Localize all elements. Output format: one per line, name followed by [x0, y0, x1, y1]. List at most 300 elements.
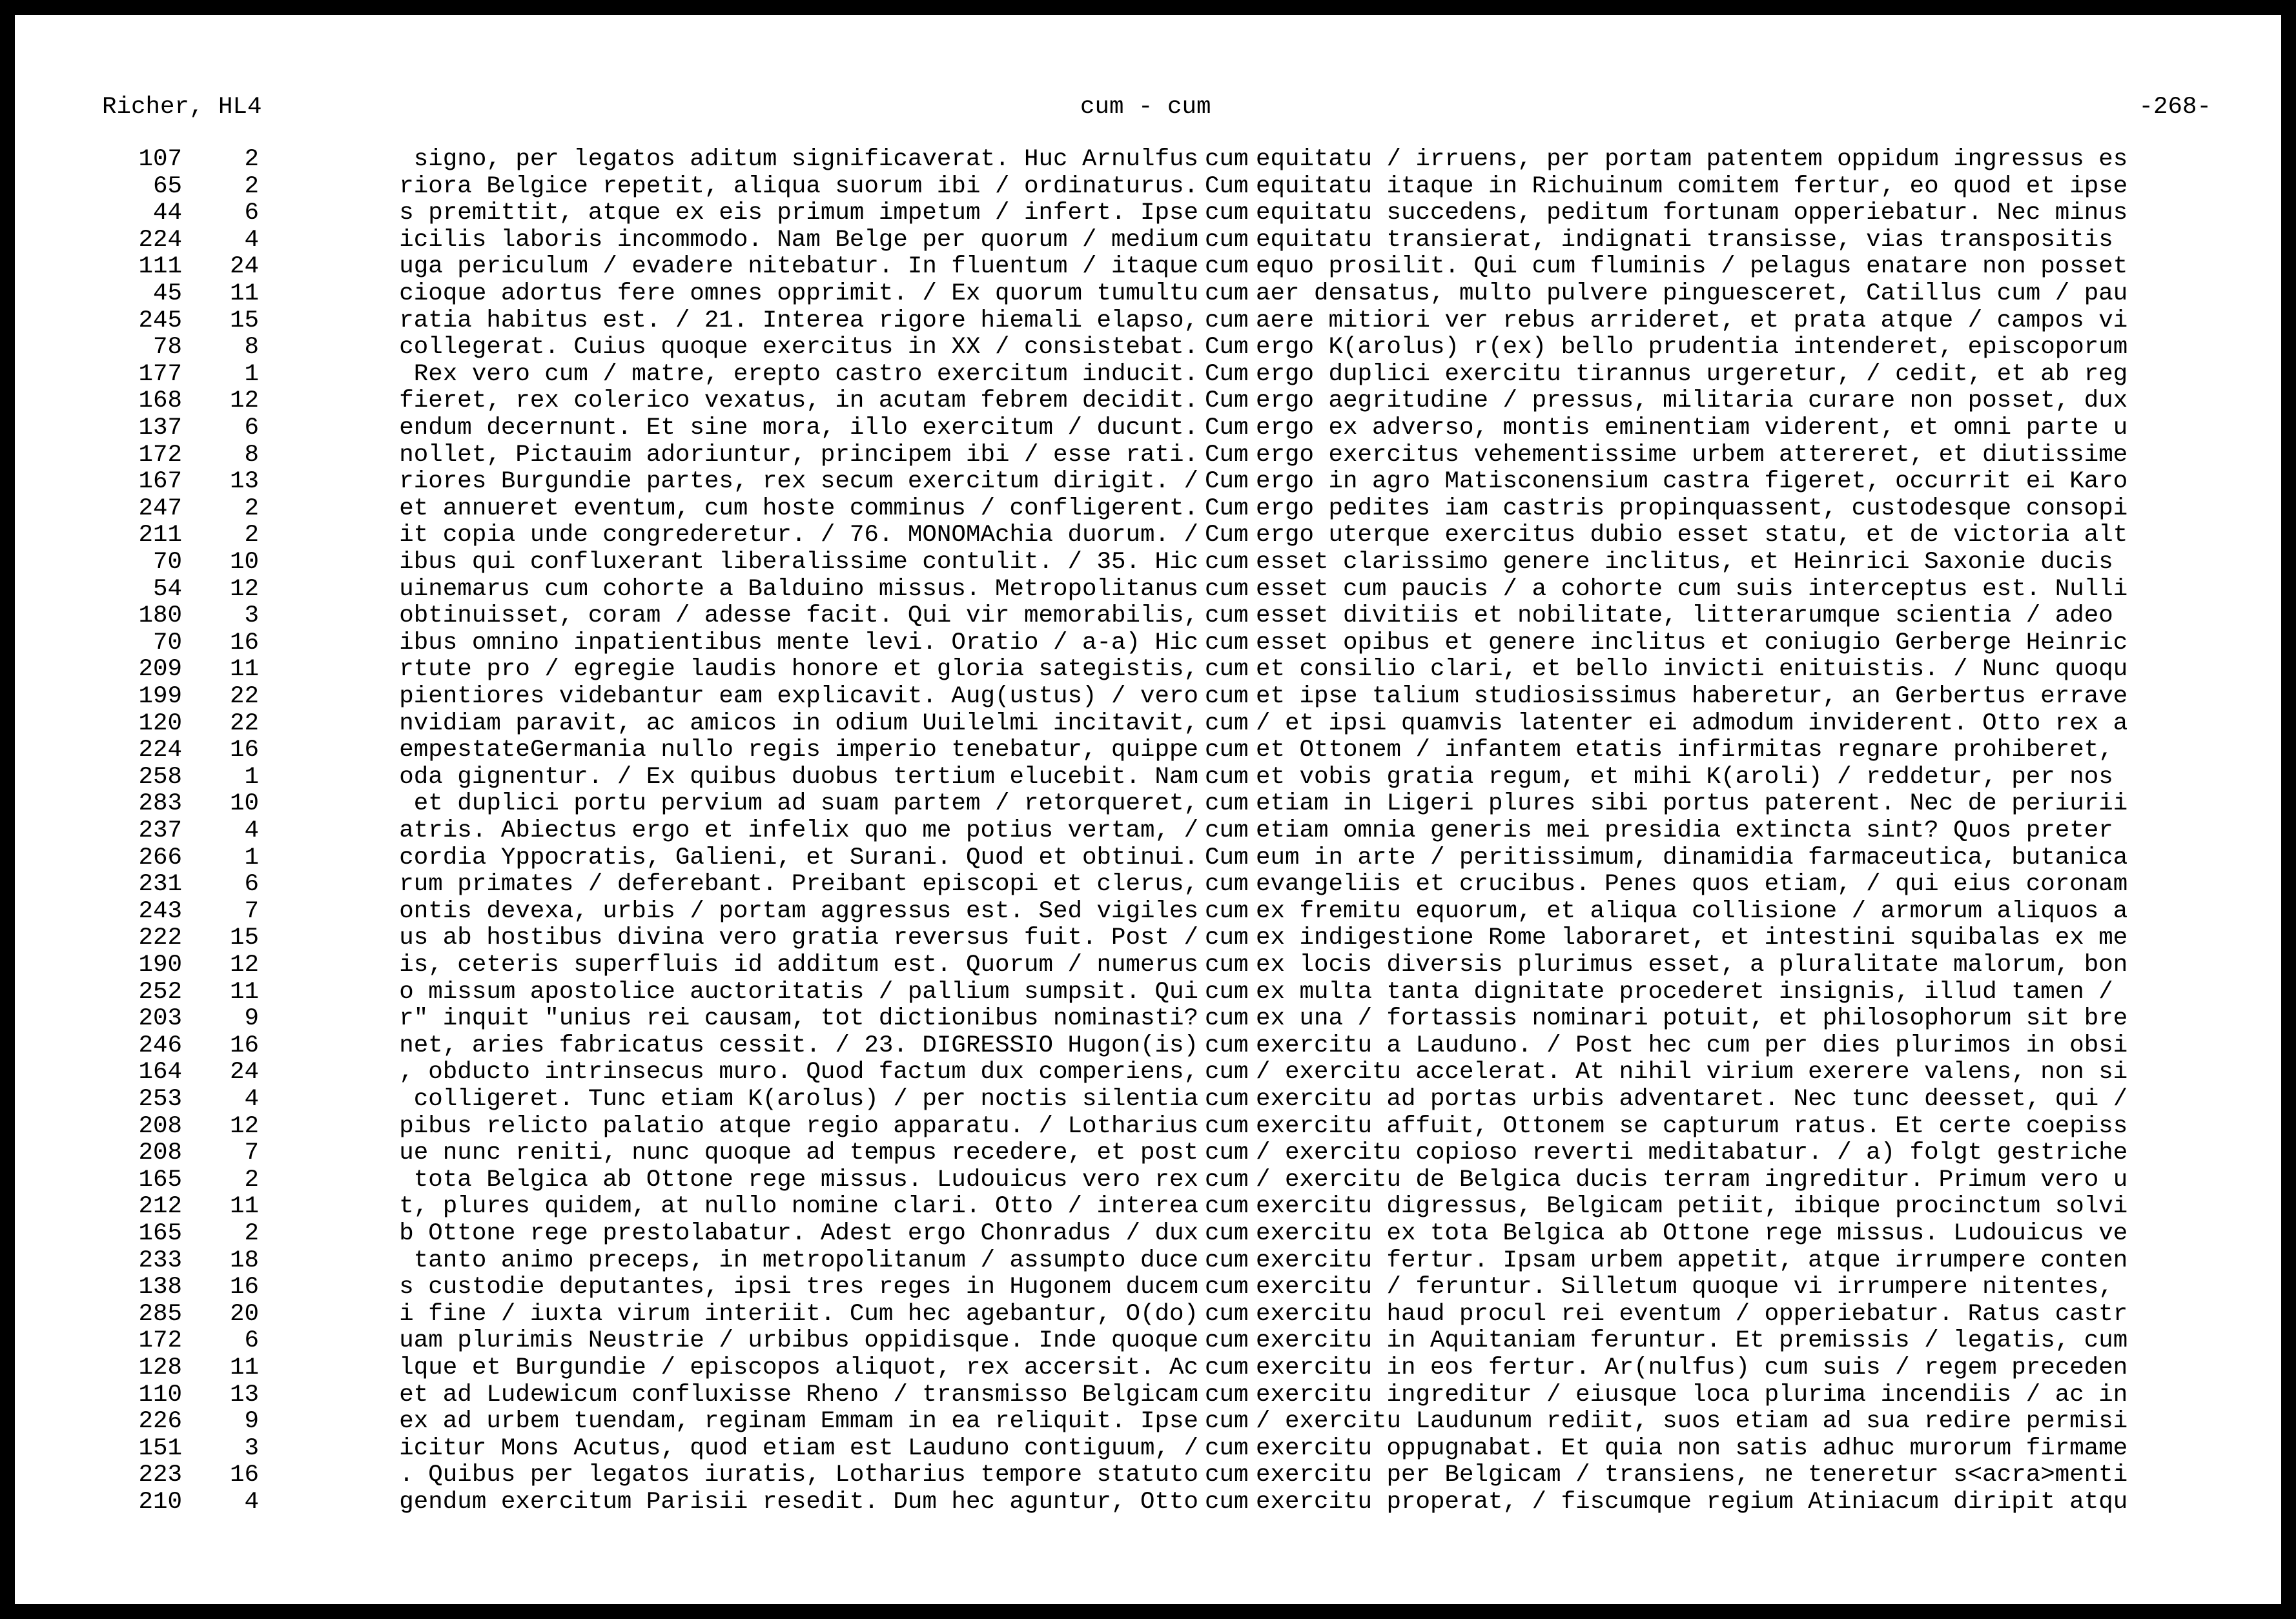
line-ref: 8 [244, 441, 259, 469]
keyword: Cum [1205, 844, 1249, 871]
left-context: ibus omnino inpatientibus mente levi. Oratio / a-a) Hic [399, 629, 1198, 657]
source-title: Richer, HL4 [102, 94, 262, 121]
keyword: cum [1205, 1112, 1249, 1140]
left-context: uga periculum / evadere nitebatur. In fluentum / itaque [399, 253, 1198, 281]
page-ref: 258 [138, 763, 182, 791]
page-ref: 110 [138, 1381, 182, 1409]
line-ref: 9 [244, 1005, 259, 1033]
concordance-row [15, 1032, 2281, 1059]
concordance-row [15, 1274, 2281, 1301]
page-ref: 45 [152, 280, 182, 307]
left-context: riores Burgundie partes, rex secum exercitum dirigit. / [399, 468, 1198, 496]
line-ref: 2 [244, 172, 259, 200]
line-ref: 16 [229, 737, 259, 764]
concordance-row [15, 1489, 2281, 1516]
page-ref: 246 [138, 1032, 182, 1059]
left-context: pientiores videbantur eam explicavit. Aug(ustus) / vero [399, 683, 1198, 710]
keyword: cum [1205, 978, 1249, 1006]
line-ref: 1 [244, 763, 259, 791]
keyword: cum [1205, 683, 1249, 710]
right-context: esset opibus et genere inclitus et coniugio Gerberge Heinric [1256, 629, 2128, 657]
concordance-row [15, 1461, 2281, 1489]
concordance-row [15, 817, 2281, 844]
right-context: ergo in agro Matisconensium castra figeret, occurrit ei Karo [1256, 468, 2128, 496]
concordance-row [15, 1059, 2281, 1086]
right-context: exercitu ingreditur / eiusque loca plurima incendiis / ac in [1256, 1381, 2128, 1409]
right-context: esset clarissimo genere inclitus, et Heinrici Saxonie ducis [1256, 549, 2113, 576]
keyword: cum [1205, 709, 1249, 737]
right-context: equo prosilit. Qui cum fluminis / pelagus enatare non posset [1256, 253, 2128, 281]
right-context: ergo K(arolus) r(ex) bello prudentia intenderet, episcoporum [1256, 334, 2128, 361]
concordance-row [15, 656, 2281, 683]
left-context: obtinuisset, coram / adesse facit. Qui vir memorabilis, [399, 602, 1198, 630]
concordance-row [15, 199, 2281, 227]
page-ref: 283 [138, 790, 182, 818]
left-context: signo, per legatos aditum significaverat. Huc Arnulfus [399, 146, 1198, 173]
concordance-row [15, 387, 2281, 414]
left-context: . Quibus per legatos iuratis, Lotharius tempore statuto [399, 1461, 1198, 1489]
left-context: uinemarus cum cohorte a Balduino missus. Metropolitanus [399, 575, 1198, 603]
page-ref: 211 [138, 522, 182, 549]
concordance-row [15, 898, 2281, 925]
keyword: cum [1205, 1166, 1249, 1194]
concordance-row [15, 764, 2281, 791]
keyword: cum [1205, 897, 1249, 925]
page-ref: 209 [138, 656, 182, 684]
line-ref: 22 [229, 709, 259, 737]
line-ref: 15 [229, 924, 259, 952]
keyword: cum [1205, 1461, 1249, 1489]
page-ref: 167 [138, 468, 182, 496]
concordance-row [15, 602, 2281, 629]
line-ref: 16 [229, 1032, 259, 1059]
page-ref: 128 [138, 1354, 182, 1381]
line-ref: 20 [229, 1300, 259, 1328]
line-ref: 22 [229, 683, 259, 710]
page-ref: 165 [138, 1166, 182, 1194]
left-context: collegerat. Cuius quoque exercitus in XX / consistebat. [399, 334, 1198, 361]
left-context: fieret, rex colerico vexatus, in acutam febrem decidit. [399, 387, 1198, 415]
concordance-page [15, 15, 2281, 1604]
line-ref: 4 [244, 817, 259, 844]
page-ref: 168 [138, 387, 182, 415]
right-context: aer densatus, multo pulvere pinguesceret, Catillus cum / pau [1256, 280, 2128, 307]
keyword: cum [1205, 199, 1249, 227]
page-ref: 245 [138, 307, 182, 334]
line-ref: 9 [244, 1408, 259, 1436]
left-context: t, plures quidem, at nullo nomine clari. Otto / interea [399, 1193, 1198, 1221]
page-ref: 138 [138, 1274, 182, 1301]
concordance-row [15, 1086, 2281, 1113]
keyword: cum [1205, 1059, 1249, 1086]
right-context: exercitu fertur. Ipsam urbem appetit, atque irrumpere conten [1256, 1247, 2128, 1274]
concordance-row [15, 522, 2281, 549]
right-context: exercitu a Lauduno. / Post hec cum per dies plurimos in obsi [1256, 1032, 2128, 1059]
page-ref: 65 [152, 172, 182, 200]
line-ref: 11 [229, 978, 259, 1006]
left-context: Rex vero cum / matre, erepto castro exercitum inducit. [399, 360, 1198, 388]
keyword: cum [1205, 629, 1249, 657]
left-context: colligeret. Tunc etiam K(arolus) / per noctis silentia [399, 1086, 1198, 1113]
keyword: cum [1205, 1005, 1249, 1033]
keyword: cum [1205, 1327, 1249, 1355]
concordance-row [15, 1005, 2281, 1032]
keyword: cum [1205, 817, 1249, 844]
left-context: oda gignentur. / Ex quibus duobus tertium elucebit. Nam [399, 763, 1198, 791]
right-context: exercitu haud procul rei eventum / opperiebatur. Ratus castr [1256, 1300, 2128, 1328]
concordance-row [15, 442, 2281, 469]
line-ref: 1 [244, 360, 259, 388]
right-context: ergo duplici exercitu tirannus urgeretur, / cedit, et ab reg [1256, 360, 2128, 388]
keyword: cum [1205, 226, 1249, 254]
keyword: cum [1205, 253, 1249, 281]
concordance-row [15, 227, 2281, 254]
page-ref: 253 [138, 1086, 182, 1113]
page-ref: 54 [152, 575, 182, 603]
right-context: equitatu itaque in Richuinum comitem fertur, eo quod et ipse [1256, 172, 2128, 200]
concordance-row [15, 710, 2281, 737]
concordance-row [15, 790, 2281, 817]
page-ref: 266 [138, 844, 182, 871]
keyword: cum [1205, 549, 1249, 576]
concordance-row [15, 307, 2281, 334]
right-context: exercitu in Aquitaniam feruntur. Et premissis / legatis, cum [1256, 1327, 2128, 1355]
keyword-range: cum - cum [1080, 94, 1211, 121]
left-context: o missum apostolice auctoritatis / pallium sumpsit. Qui [399, 978, 1198, 1006]
keyword: cum [1205, 1247, 1249, 1274]
right-context: equitatu / irruens, per portam patentem oppidum ingressus es [1256, 146, 2128, 173]
line-ref: 6 [244, 871, 259, 899]
page-ref: 78 [152, 334, 182, 361]
left-context: rum primates / deferebant. Preibant episcopi et clerus, [399, 871, 1198, 899]
left-context: i fine / iuxta virum interiit. Cum hec agebantur, O(do) [399, 1300, 1198, 1328]
concordance-row [15, 1435, 2281, 1462]
concordance-row [15, 1193, 2281, 1220]
left-context: nvidiam paravit, ac amicos in odium Uuilelmi incitavit, [399, 709, 1198, 737]
right-context: equitatu transierat, indignati transisse, vias transpositis [1256, 226, 2113, 254]
keyword: cum [1205, 952, 1249, 979]
right-context: / et ipsi quamvis latenter ei admodum inviderent. Otto rex a [1256, 709, 2128, 737]
keyword: Cum [1205, 441, 1249, 469]
right-context: exercitu ad portas urbis adventaret. Nec tunc deesset, qui / [1256, 1086, 2128, 1113]
keyword: cum [1205, 763, 1249, 791]
keyword: cum [1205, 1408, 1249, 1436]
left-context: s custodie deputantes, ipsi tres reges in Hugonem ducem [399, 1274, 1198, 1301]
keyword: cum [1205, 1193, 1249, 1221]
page-ref: 199 [138, 683, 182, 710]
left-context: cordia Yppocratis, Galieni, et Surani. Quod et obtinui. [399, 844, 1198, 871]
concordance-row [15, 1166, 2281, 1194]
page-ref: 44 [152, 199, 182, 227]
left-context: atris. Abiectus ergo et infelix quo me potius vertam, / [399, 817, 1198, 844]
page-ref: 165 [138, 1220, 182, 1247]
left-context: is, ceteris superfluis id additum est. Quorum / numerus [399, 952, 1198, 979]
right-context: / exercitu de Belgica ducis terram ingreditur. Primum vero u [1256, 1166, 2128, 1194]
left-context: icitur Mons Acutus, quod etiam est Lauduno contiguum, / [399, 1434, 1198, 1462]
keyword: cum [1205, 280, 1249, 307]
keyword: Cum [1205, 360, 1249, 388]
right-context: ex indigestione Rome laboraret, et intestini squibalas ex me [1256, 924, 2128, 952]
right-context: / exercitu accelerat. At nihil virium exerere valens, non si [1256, 1059, 2128, 1086]
concordance-row [15, 1113, 2281, 1140]
left-context: et ad Ludewicum confluxisse Rheno / transmisso Belgicam [399, 1381, 1198, 1409]
left-context: ibus qui confluxerant liberalissime contulit. / 35. Hic [399, 549, 1198, 576]
right-context: ex locis diversis plurimus esset, a pluralitate malorum, bon [1256, 952, 2128, 979]
page-ref: 137 [138, 414, 182, 442]
concordance-row [15, 924, 2281, 952]
page-ref: 252 [138, 978, 182, 1006]
line-ref: 7 [244, 897, 259, 925]
page-ref: 224 [138, 737, 182, 764]
page-ref: 231 [138, 871, 182, 899]
keyword: cum [1205, 1086, 1249, 1113]
page-ref: 180 [138, 602, 182, 630]
concordance-row [15, 495, 2281, 522]
concordance-row [15, 1139, 2281, 1166]
line-ref: 24 [229, 1059, 259, 1086]
line-ref: 13 [229, 1381, 259, 1409]
left-context: s premittit, atque ex eis primum impetum / infert. Ipse [399, 199, 1198, 227]
line-ref: 12 [229, 387, 259, 415]
left-context: ue nunc reniti, nunc quoque ad tempus recedere, et post [399, 1139, 1198, 1167]
keyword: cum [1205, 1220, 1249, 1247]
keyword: cum [1205, 1354, 1249, 1381]
right-context: exercitu / feruntur. Silletum quoque vi irrumpere nitentes, [1256, 1274, 2113, 1301]
line-ref: 1 [244, 844, 259, 871]
right-context: ergo ex adverso, montis eminentiam viderent, et omni parte u [1256, 414, 2128, 442]
right-context: exercitu digressus, Belgicam petiit, ibique procinctum solvi [1256, 1193, 2128, 1221]
right-context: esset divitiis et nobilitate, litterarumque scientia / adeo [1256, 602, 2113, 630]
line-ref: 2 [244, 146, 259, 173]
line-ref: 10 [229, 549, 259, 576]
concordance-row [15, 1408, 2281, 1435]
right-context: evangeliis et crucibus. Penes quos etiam, / qui eius coronam [1256, 871, 2128, 899]
line-ref: 12 [229, 1112, 259, 1140]
page-ref: 210 [138, 1489, 182, 1516]
right-context: / exercitu copioso reverti meditabatur. / a) folgt gestriche [1256, 1139, 2128, 1167]
page-ref: 164 [138, 1059, 182, 1086]
keyword: cum [1205, 1434, 1249, 1462]
left-context: uam plurimis Neustrie / urbibus oppidisque. Inde quoque [399, 1327, 1198, 1355]
line-ref: 7 [244, 1139, 259, 1167]
line-ref: 11 [229, 1354, 259, 1381]
left-context: ex ad urbem tuendam, reginam Emmam in ea reliquit. Ipse [399, 1408, 1198, 1436]
page-ref: 190 [138, 952, 182, 979]
concordance-row [15, 1301, 2281, 1328]
page-ref: 243 [138, 897, 182, 925]
right-context: exercitu ex tota Belgica ab Ottone rege missus. Ludouicus ve [1256, 1220, 2128, 1247]
line-ref: 8 [244, 334, 259, 361]
line-ref: 2 [244, 522, 259, 549]
keyword: Cum [1205, 172, 1249, 200]
left-context: et duplici portu pervium ad suam partem / retorqueret, [399, 790, 1198, 818]
line-ref: 13 [229, 468, 259, 496]
keyword: cum [1205, 1032, 1249, 1059]
left-context: rtute pro / egregie laudis honore et gloria sategistis, [399, 656, 1198, 684]
left-context: ontis devexa, urbis / portam aggressus est. Sed vigiles [399, 897, 1198, 925]
line-ref: 11 [229, 1193, 259, 1221]
right-context: et ipse talium studiosissimus haberetur, an Gerbertus errave [1256, 683, 2128, 710]
right-context: ex una / fortassis nominari potuit, et philosophorum sit bre [1256, 1005, 2128, 1033]
keyword: Cum [1205, 387, 1249, 415]
line-ref: 12 [229, 575, 259, 603]
line-ref: 3 [244, 1434, 259, 1462]
right-context: et consilio clari, et bello invicti enituistis. / Nunc quoqu [1256, 656, 2128, 684]
keyword: cum [1205, 146, 1249, 173]
concordance-row [15, 1354, 2281, 1381]
line-ref: 12 [229, 952, 259, 979]
page-ref: 223 [138, 1461, 182, 1489]
left-context: et annueret eventum, cum hoste comminus / confligerent. [399, 494, 1198, 522]
page-ref: 151 [138, 1434, 182, 1462]
keyword: Cum [1205, 334, 1249, 361]
page-ref: 226 [138, 1408, 182, 1436]
concordance-row [15, 1220, 2281, 1247]
concordance-row [15, 334, 2281, 361]
left-context: tanto animo preceps, in metropolitanum / assumpto duce [399, 1247, 1198, 1274]
concordance-row [15, 683, 2281, 710]
left-context: lque et Burgundie / episcopos aliquot, rex accersit. Ac [399, 1354, 1198, 1381]
right-context: eum in arte / peritissimum, dinamidia farmaceutica, butanica [1256, 844, 2128, 871]
right-context: exercitu in eos fertur. Ar(nulfus) cum suis / regem preceden [1256, 1354, 2128, 1381]
keyword: cum [1205, 1381, 1249, 1409]
concordance-row [15, 1381, 2281, 1409]
line-ref: 10 [229, 790, 259, 818]
page-ref: 208 [138, 1112, 182, 1140]
left-context: us ab hostibus divina vero gratia reversus fuit. Post / [399, 924, 1198, 952]
line-ref: 24 [229, 253, 259, 281]
right-context: aere mitiori ver rebus arrideret, et prata atque / campos vi [1256, 307, 2128, 334]
line-ref: 11 [229, 280, 259, 307]
right-context: ex fremitu equorum, et aliqua collisione / armorum aliquos a [1256, 897, 2128, 925]
concordance-row [15, 468, 2281, 495]
concordance-row [15, 253, 2281, 280]
keyword: cum [1205, 924, 1249, 952]
right-context: exercitu properat, / fiscumque regium Atiniacum diripit atqu [1256, 1489, 2128, 1516]
page-ref: 237 [138, 817, 182, 844]
concordance-row [15, 979, 2281, 1006]
line-ref: 16 [229, 629, 259, 657]
page-ref: 285 [138, 1300, 182, 1328]
keyword: cum [1205, 1489, 1249, 1516]
page-header [15, 89, 2281, 125]
right-context: et vobis gratia regum, et mihi K(aroli) / reddetur, per nos [1256, 763, 2113, 791]
keyword: cum [1205, 307, 1249, 334]
concordance-row [15, 871, 2281, 898]
left-context: tota Belgica ab Ottone rege missus. Ludouicus vero rex [399, 1166, 1198, 1194]
concordance-row [15, 737, 2281, 764]
left-context: cioque adortus fere omnes opprimit. / Ex quorum tumultu [399, 280, 1198, 307]
left-context: r" inquit "unius rei causam, tot dictionibus nominasti? [399, 1005, 1198, 1033]
page-ref: 172 [138, 441, 182, 469]
page-ref: 247 [138, 494, 182, 522]
concordance-row [15, 361, 2281, 388]
line-ref: 2 [244, 494, 259, 522]
page-ref: 233 [138, 1247, 182, 1274]
page-ref: 208 [138, 1139, 182, 1167]
page-ref: 120 [138, 709, 182, 737]
keyword: cum [1205, 656, 1249, 684]
concordance-row [15, 146, 2281, 173]
line-ref: 18 [229, 1247, 259, 1274]
concordance-row [15, 1327, 2281, 1354]
line-ref: 15 [229, 307, 259, 334]
line-ref: 2 [244, 1166, 259, 1194]
line-ref: 11 [229, 656, 259, 684]
line-ref: 6 [244, 414, 259, 442]
keyword: Cum [1205, 468, 1249, 496]
keyword: cum [1205, 790, 1249, 818]
right-context: ergo aegritudine / pressus, militaria curare non posset, dux [1256, 387, 2128, 415]
line-ref: 4 [244, 1086, 259, 1113]
keyword: cum [1205, 602, 1249, 630]
left-context: riora Belgice repetit, aliqua suorum ibi / ordinaturus. [399, 172, 1198, 200]
right-context: exercitu oppugnabat. Et quia non satis adhuc murorum firmame [1256, 1434, 2128, 1462]
page-ref: 111 [138, 253, 182, 281]
left-context: it copia unde congrederetur. / 76. MONOMAchia duorum. / [399, 522, 1198, 549]
line-ref: 2 [244, 1220, 259, 1247]
line-ref: 4 [244, 226, 259, 254]
concordance-row [15, 576, 2281, 603]
concordance-row [15, 629, 2281, 657]
right-context: ergo pedites iam castris propinquassent, custodesque consopi [1256, 494, 2128, 522]
page-ref: 224 [138, 226, 182, 254]
left-context: ratia habitus est. / 21. Interea rigore hiemali elapso, [399, 307, 1198, 334]
page-ref: 222 [138, 924, 182, 952]
left-context: b Ottone rege prestolabatur. Adest ergo Chonradus / dux [399, 1220, 1198, 1247]
line-ref: 16 [229, 1274, 259, 1301]
right-context: esset cum paucis / a cohorte cum suis interceptus est. Nulli [1256, 575, 2128, 603]
concordance-row [15, 549, 2281, 576]
keyword: cum [1205, 1300, 1249, 1328]
page-ref: 70 [152, 629, 182, 657]
concordance-row [15, 280, 2281, 307]
keyword: Cum [1205, 414, 1249, 442]
page-ref: 172 [138, 1327, 182, 1355]
right-context: etiam in Ligeri plures sibi portus paterent. Nec de periurii [1256, 790, 2128, 818]
line-ref: 3 [244, 602, 259, 630]
right-context: / exercitu Laudunum rediit, suos etiam ad sua redire permisi [1256, 1408, 2128, 1436]
keyword: cum [1205, 871, 1249, 899]
left-context: icilis laboris incommodo. Nam Belge per quorum / medium [399, 226, 1198, 254]
left-context: empestateGermania nullo regis imperio tenebatur, quippe [399, 737, 1198, 764]
right-context: equitatu succedens, peditum fortunam opperiebatur. Nec minus [1256, 199, 2128, 227]
keyword: cum [1205, 1139, 1249, 1167]
keyword: cum [1205, 575, 1249, 603]
concordance-row [15, 844, 2281, 871]
concordance-list [15, 146, 2281, 1585]
keyword: cum [1205, 1274, 1249, 1301]
concordance-row [15, 952, 2281, 979]
page-ref: 70 [152, 549, 182, 576]
right-context: etiam omnia generis mei presidia extincta sint? Quos preter [1256, 817, 2113, 844]
right-context: ergo exercitus vehementissime urbem attereret, et diutissime [1256, 441, 2128, 469]
page-ref: 177 [138, 360, 182, 388]
concordance-row [15, 414, 2281, 442]
right-context: ergo uterque exercitus dubio esset statu, et de victoria alt [1256, 522, 2128, 549]
right-context: exercitu affuit, Ottonem se capturum ratus. Et certe coepiss [1256, 1112, 2128, 1140]
keyword: Cum [1205, 522, 1249, 549]
line-ref: 4 [244, 1489, 259, 1516]
page-number: -268- [2138, 94, 2211, 121]
keyword: cum [1205, 737, 1249, 764]
left-context: nollet, Pictauim adoriuntur, principem ibi / esse rati. [399, 441, 1198, 469]
left-context: , obducto intrinsecus muro. Quod factum dux comperiens, [399, 1059, 1198, 1086]
page-ref: 107 [138, 146, 182, 173]
right-context: et Ottonem / infantem etatis infirmitas regnare prohiberet, [1256, 737, 2113, 764]
page-ref: 212 [138, 1193, 182, 1221]
right-context: ex multa tanta dignitate procederet insignis, illud tamen / [1256, 978, 2113, 1006]
